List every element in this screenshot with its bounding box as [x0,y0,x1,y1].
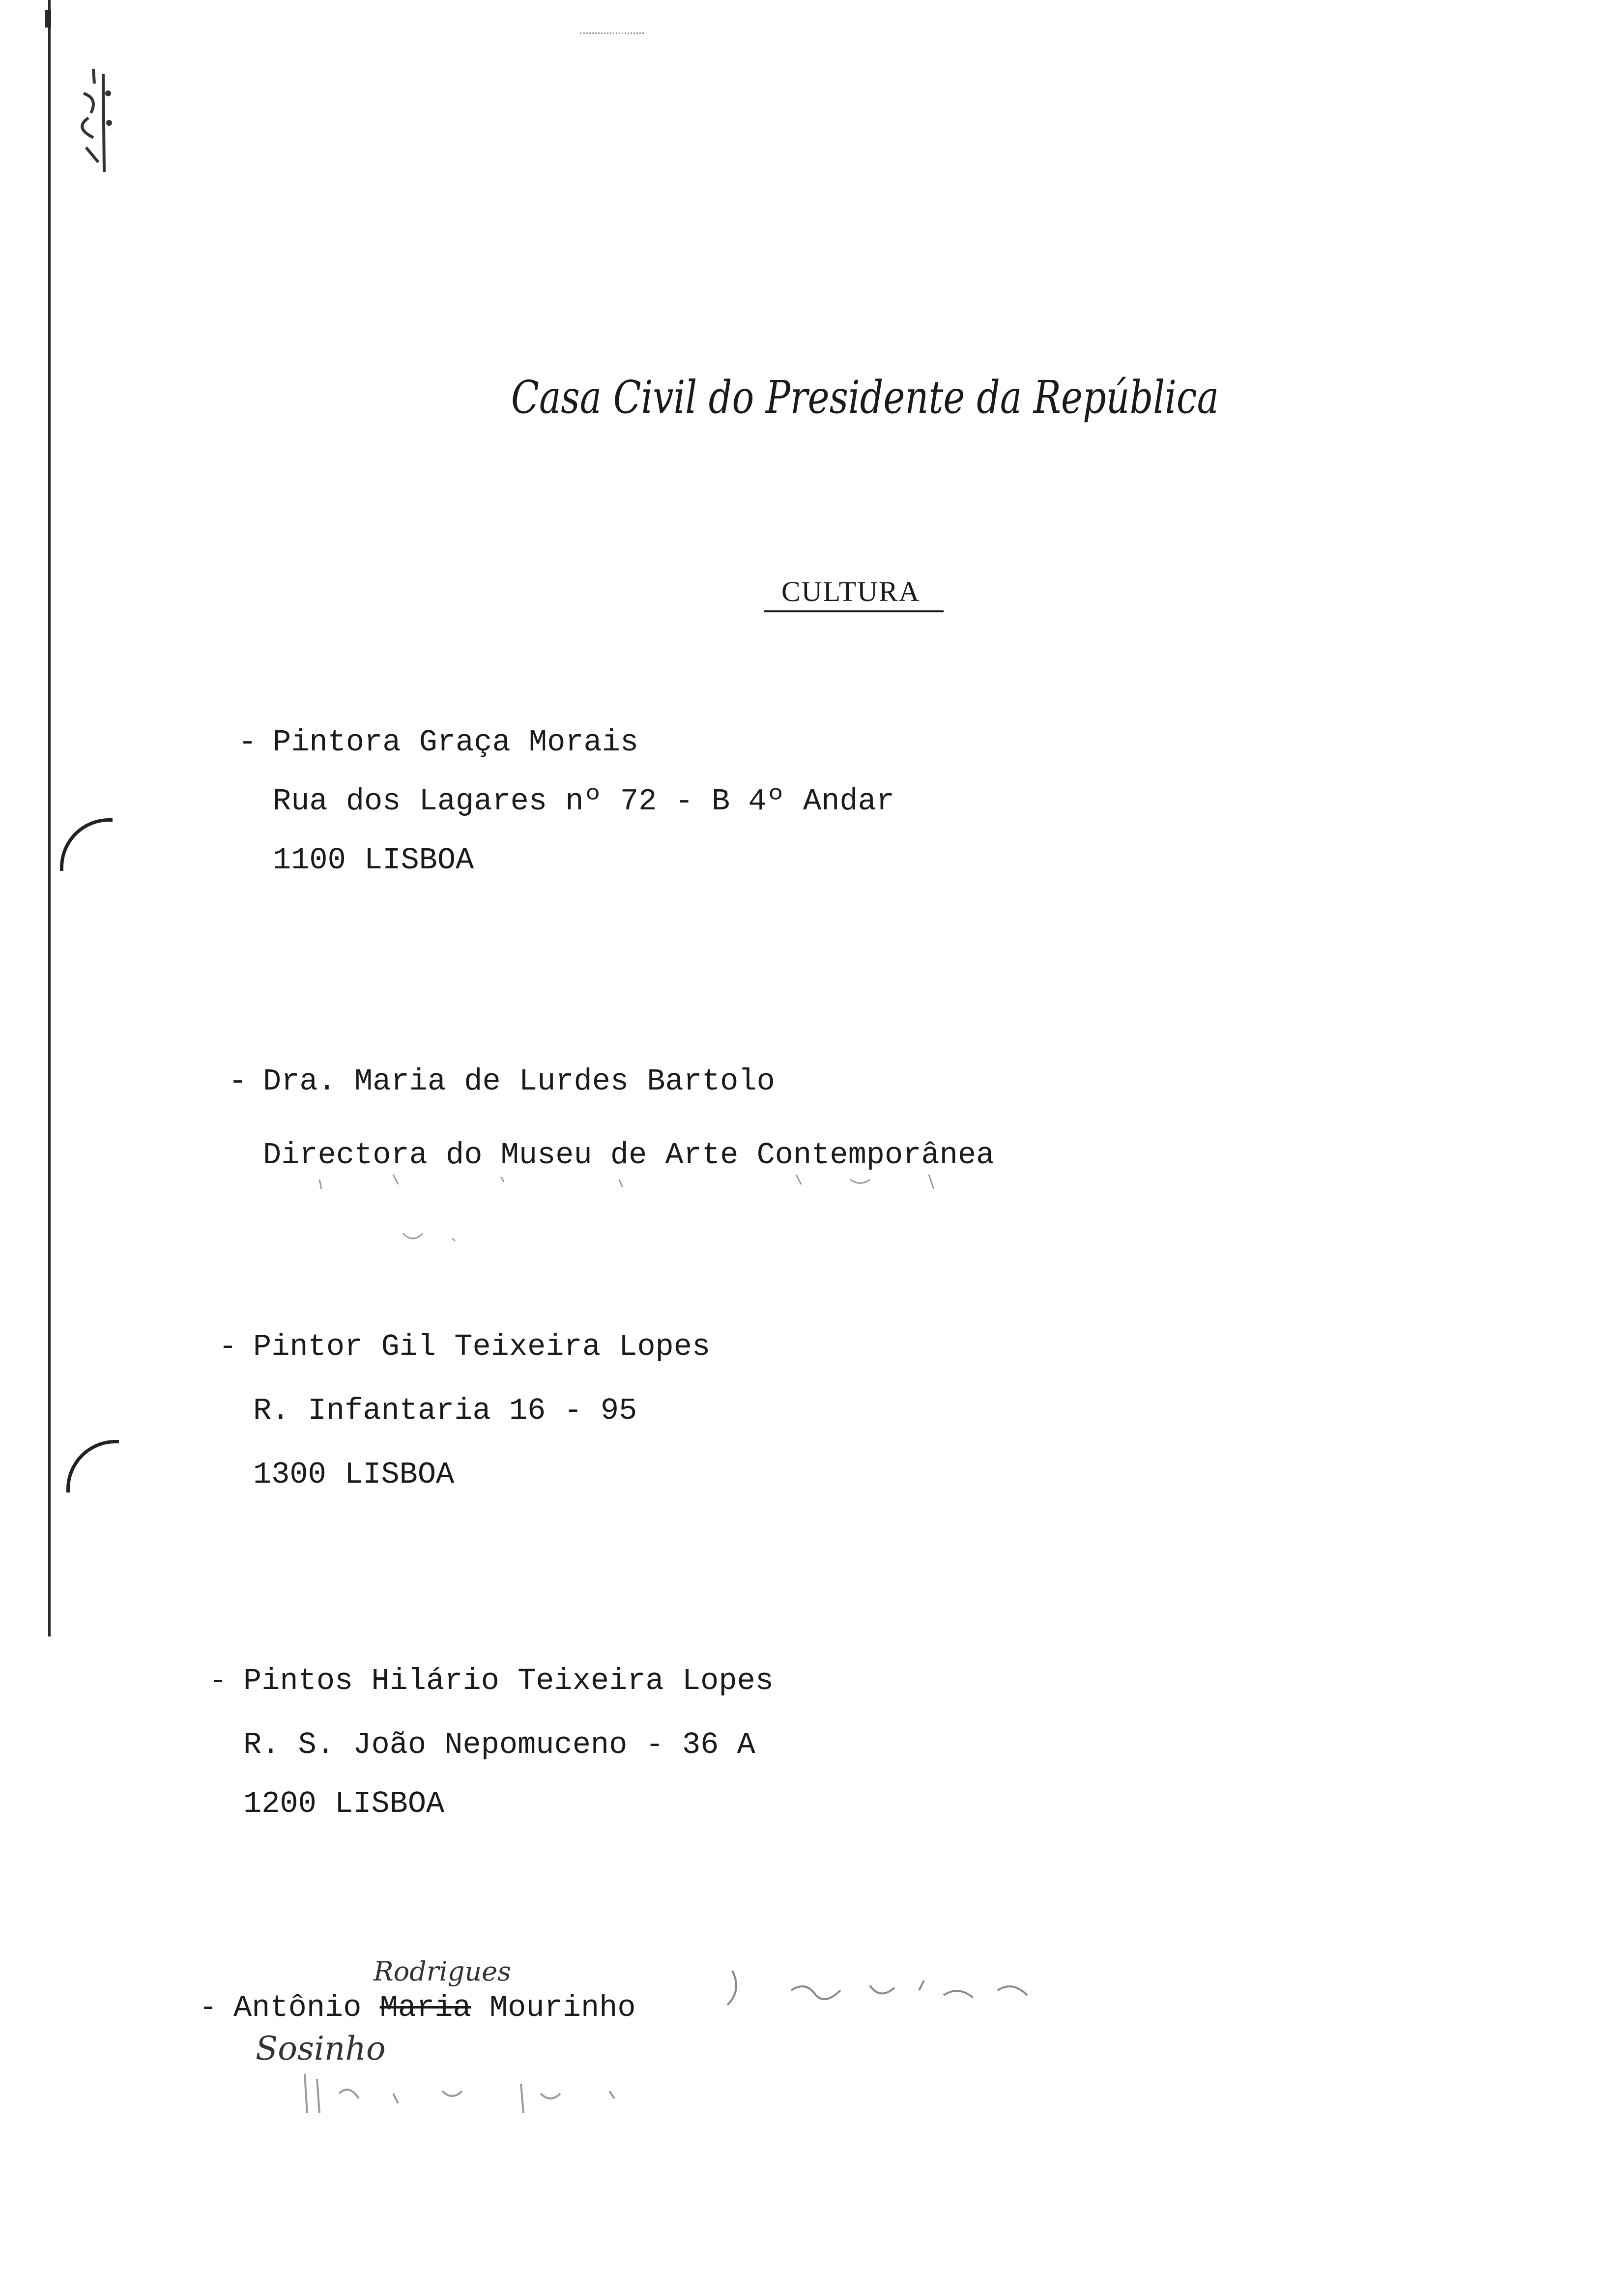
binding-edge-line [48,0,51,1636]
faint-handwriting [713,1961,1066,2020]
entry-city: 1100 LISBOA [273,843,474,878]
entry-address: R. S. João Nepomuceno - 36 A [243,1727,755,1762]
section-title: CULTURA [781,575,921,607]
entry-address: R. Infantaria 16 - 95 [253,1393,637,1428]
faint-scan-specks [315,1160,1003,1258]
punch-hole-mark [66,1440,119,1492]
name-first: Antônio [233,1990,362,2025]
handwritten-note: Sosinho [256,2030,386,2067]
entry-city: 1300 LISBOA [253,1457,455,1492]
entry-name: Pintor Gil Teixeira Lopes [253,1329,711,1364]
entry-dash: - [238,725,257,760]
margin-scribble [64,64,118,177]
entry-dash: - [219,1329,237,1364]
entry-title: Directora do Museu de Arte Contemporânea [263,1138,995,1173]
entry-city: 1200 LISBOA [243,1786,445,1821]
letterhead-text: Casa Civil do Presidente da República [511,371,1219,424]
entry-name: Dra. Maria de Lurdes Bartolo [263,1064,775,1099]
punch-hole-mark [60,818,113,871]
entry-name: Pintora Graça Morais [273,725,639,760]
entry-dash: - [229,1064,247,1099]
section-underline [764,610,944,612]
faint-handwriting [295,2064,727,2123]
scan-top-artifact [580,32,644,35]
name-last: Mourinho [489,1990,636,2025]
entry-dash: - [199,1990,218,2025]
entry-name: Pintos Hilário Teixeira Lopes [243,1664,774,1698]
handwritten-correction: Rodrigues [374,1956,511,1987]
letterhead [511,359,1229,447]
name-struck-out: Maria [379,1990,471,2025]
entry-name [233,1990,636,2025]
entry-dash: - [209,1664,228,1698]
entry-address: Rua dos Lagares nº 72 - B 4º Andar [273,784,895,819]
